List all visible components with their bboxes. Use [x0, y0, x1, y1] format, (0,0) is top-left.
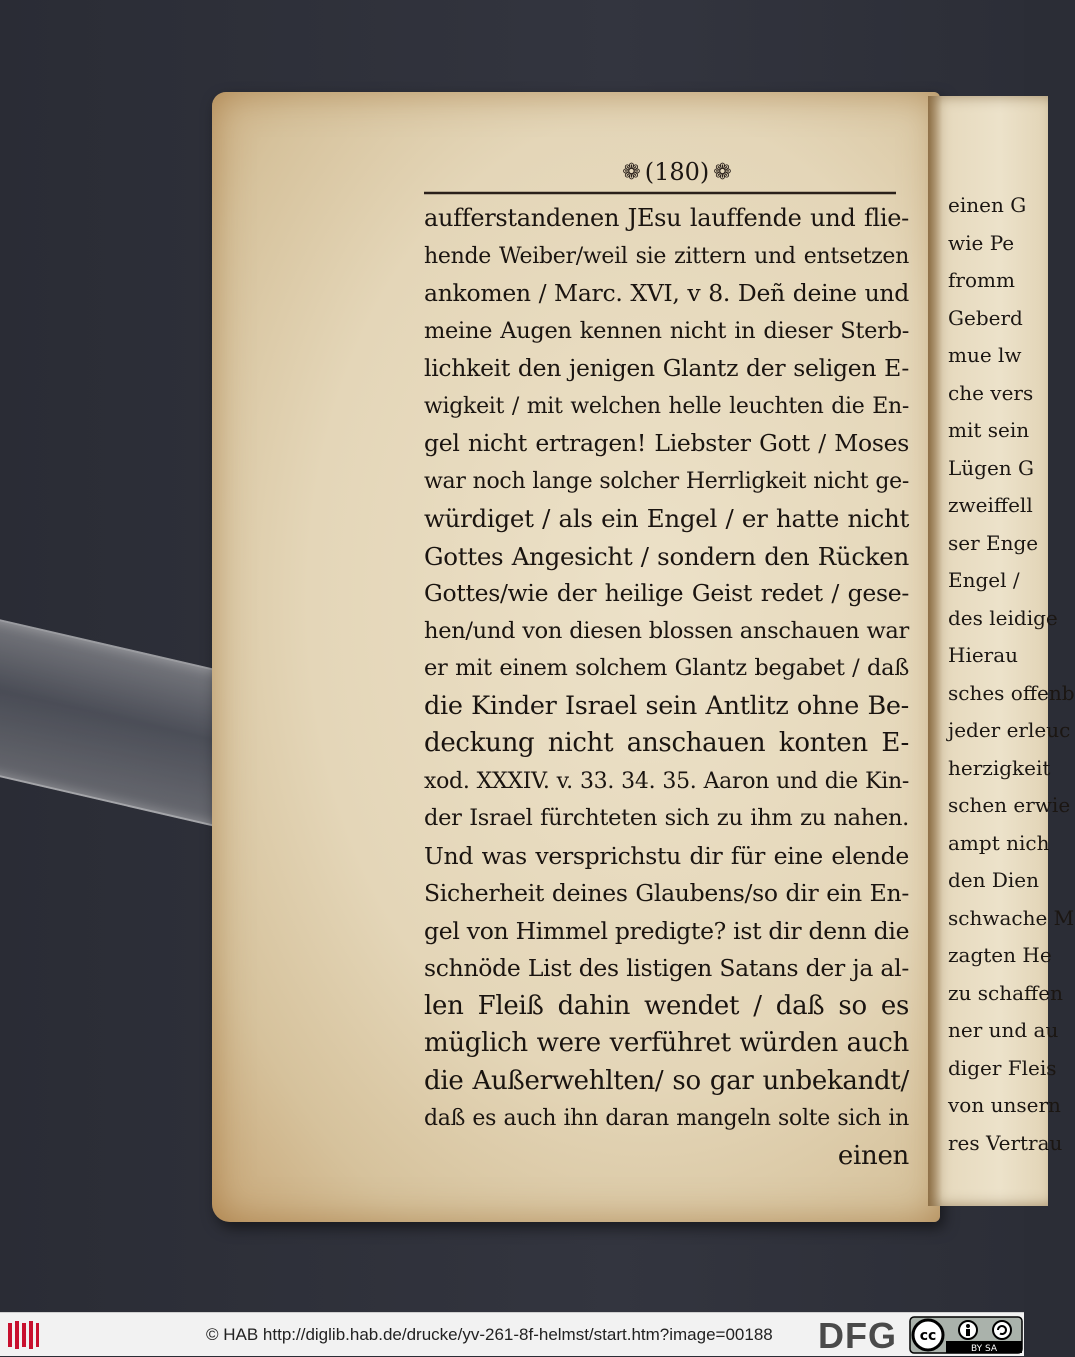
dfg-logo: DFG — [818, 1315, 897, 1356]
text-line: gel nicht ertragen! Liebster Gott / Moses — [424, 429, 909, 457]
text-line: er mit einem solchem Glantz begabet / daß — [424, 655, 909, 681]
text-line: deckung nicht anschauen konten E- — [424, 728, 909, 758]
copyright-credit[interactable]: © HAB http://diglib.hab.de/drucke/yv-261-8f-helmst/start.htm?image=00188 — [206, 1325, 773, 1344]
svg-text:BY SA: BY SA — [970, 1344, 998, 1354]
facing-text-line: che vers — [948, 380, 1034, 405]
facing-text-line: Geberd — [948, 305, 1023, 330]
page-body-text — [424, 200, 909, 1175]
cc-license-icon[interactable] — [910, 1317, 1022, 1353]
facing-text-line: ampt nich — [948, 830, 1050, 855]
text-line: müglich were verführet würden auch — [424, 1028, 909, 1058]
text-line: Und was versprichstu dir für eine elende — [424, 841, 909, 870]
text-line: die Außerwehlten/ so gar unbekandt/ — [424, 1065, 909, 1096]
facing-text-line: Engel / — [948, 568, 1020, 592]
text-line: einen — [837, 1140, 909, 1171]
facing-text-line: ser Enge — [948, 530, 1039, 555]
facing-text-line: zagten He — [948, 943, 1052, 967]
text-line: hende Weiber/weil sie zittern und entsetzen — [424, 243, 909, 269]
page-number: (180) — [644, 158, 710, 186]
ornament-left-icon: ❁ — [622, 159, 641, 185]
text-line: hen/und von diesen blossen anschauen war — [424, 617, 909, 644]
facing-page-text — [948, 192, 1075, 1167]
hab-logo-icon[interactable] — [6, 1319, 40, 1351]
facing-text-line: jeder erleuc — [948, 718, 1071, 742]
facing-text-line: Hierau — [948, 643, 1019, 667]
facing-text-line: mue lw — [948, 343, 1022, 367]
text-line: ankomen / Marc. XVI, v 8. Deñ deine und — [424, 279, 909, 307]
svg-text:cc: cc — [919, 1328, 937, 1344]
facing-text-line: den Dien — [948, 868, 1040, 892]
page-header — [612, 154, 742, 190]
text-line: lichkeit den jenigen Glantz der seligen E- — [424, 354, 909, 382]
facing-text-line: von unsern — [948, 1093, 1061, 1117]
text-line: war noch lange solcher Herrligkeit nicht ge- — [424, 468, 909, 494]
text-line: meine Augen kennen nicht in dieser Sterb- — [424, 317, 909, 344]
text-line: daß es auch ihn daran mangeln solte sich in — [424, 1106, 909, 1131]
text-line: Gottes/wie der heilige Geist redet / gese- — [424, 579, 909, 607]
text-line: der Israel fürchteten sich zu ihm zu nahen. — [424, 805, 909, 831]
facing-text-line: zweiffell — [948, 493, 1033, 517]
facing-text-line: fromm — [948, 268, 1015, 292]
text-line: schnöde List des listigen Satans der ja al- — [424, 954, 909, 982]
text-line: xod. XXXIV. v. 33. 34. 35. Aaron und die Kin- — [424, 768, 909, 794]
text-line: aufferstandenen JEsu lauffende und flie- — [424, 204, 909, 232]
facing-text-line: schwache M — [948, 905, 1075, 930]
facing-text-line: diger Fleis — [948, 1055, 1057, 1080]
text-line: würdiget / als ein Engel / er hatte nicht — [424, 504, 909, 533]
ornament-right-icon: ❁ — [713, 159, 732, 185]
facing-text-line: wie Pe — [948, 230, 1015, 255]
facing-text-line: des leidige — [948, 605, 1058, 630]
facing-text-line: einen G — [948, 193, 1027, 217]
footer-bar — [0, 1312, 1024, 1356]
facing-text-line: ner und au — [948, 1018, 1059, 1042]
text-line: Gottes Angesicht / sondern den Rücken — [424, 541, 909, 571]
facing-text-line: res Vertrau — [948, 1130, 1063, 1155]
facing-text-line: schen erwie — [948, 793, 1071, 817]
text-line: gel von Himmel predigte? ist dir denn die — [424, 916, 910, 945]
facing-text-line: zu schaffen — [948, 980, 1063, 1005]
text-line: Sicherheit deines Glaubens/so dir ein En- — [424, 879, 909, 907]
facing-text-line: Lügen G — [948, 455, 1035, 480]
text-line: wigkeit / mit welchen helle leuchten die En- — [424, 393, 909, 419]
header-rule — [424, 190, 896, 196]
facing-text-line: herzigkeit — [948, 755, 1051, 780]
text-line: die Kinder Israel sein Antlitz ohne Be- — [424, 690, 909, 721]
facing-text-line: sches offenb — [948, 680, 1075, 705]
text-line: len Fleiß dahin wendet / daß so es — [424, 990, 909, 1021]
facing-page-edge — [928, 96, 1075, 1206]
facing-text-line: mit sein — [948, 418, 1030, 442]
